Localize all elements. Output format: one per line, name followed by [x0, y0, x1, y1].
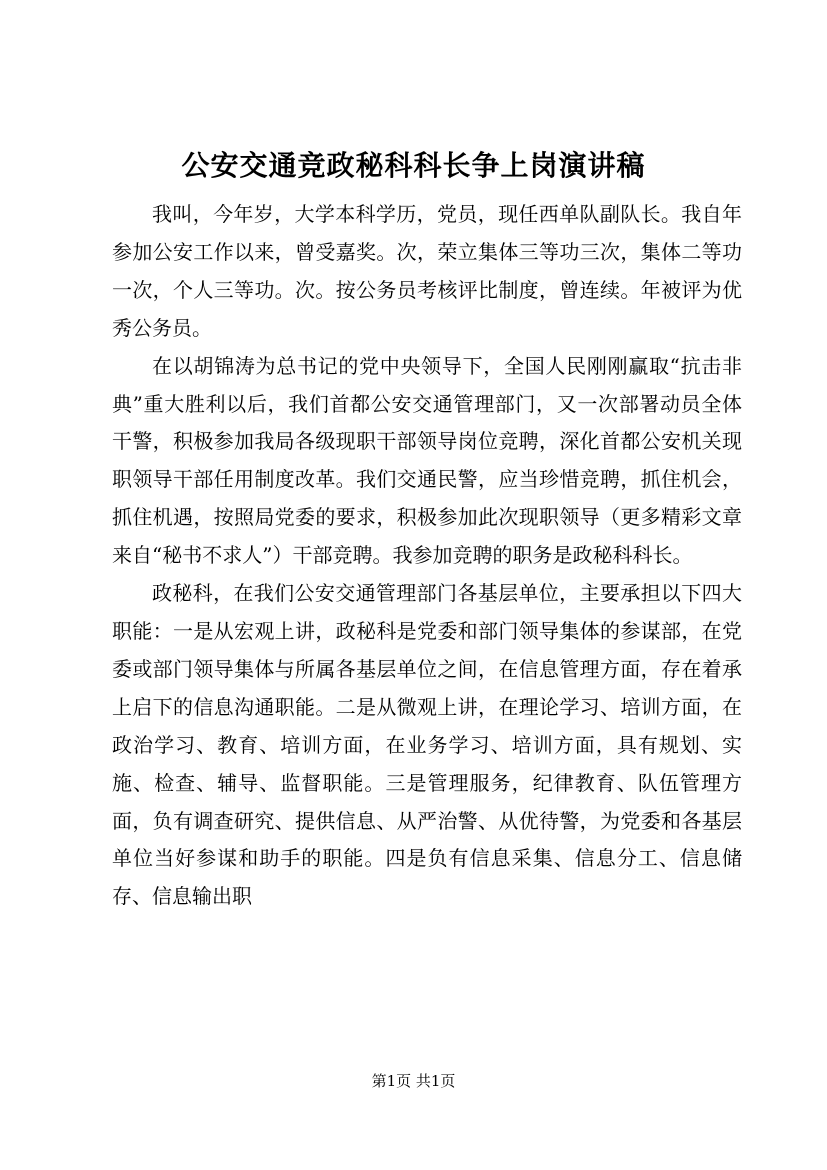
- paragraph-3: 政秘科，在我们公安交通管理部门各基层单位，主要承担以下四大职能：一是从宏观上讲，政秘科是党委和部门领导集体的参谋部，在党委或部门领导集体与所属各基层单位之间，在信息管理方面，存在着承上启下的信息沟通职能。二是从微观上讲，在理论学习、培训方面，在政治学习、教育、培训方面，在业务学习、培训方面，具有规划、实施、检查、辅导、监督职能。三是管理服务，纪律教育、队伍管理方面，负有调查研究、提供信息、从严治警、从优待警，为党委和各基层单位当好参谋和助手的职能。四是负有信息采集、信息分工、信息储存、信息输出职: [112, 581, 742, 909]
- page-footer: 第1页 共1页: [371, 1072, 456, 1090]
- document-body: [112, 196, 742, 916]
- paragraph-2: 在以胡锦涛为总书记的党中央领导下，全国人民刚刚赢取“抗击非典”重大胜利以后，我们首都公安交通管理部门，又一次部署动员全体干警，积极参加我局各级现职干部领导岗位竞聘，深化首都公安机关现职领导干部任用制度改革。我们交通民警，应当珍惜竞聘，抓住机会，抓住机遇，按照局党委的要求，积极参加此次现职领导（更多精彩文章来自“秘书不求人”）干部竞聘。我参加竞聘的职务是政秘科科长。: [112, 353, 742, 568]
- document-title: 公安交通竞政秘科科长争上岗演讲稿: [181, 149, 646, 182]
- paragraph-1: 我叫，今年岁，大学本科学历，党员，现任西单队副队长。我自年参加公安工作以来，曾受嘉奖。次，荣立集体三等功三次，集体二等功一次，个人三等功。次。按公务员考核评比制度，曾连续。年被评为优秀公务员。: [112, 202, 742, 340]
